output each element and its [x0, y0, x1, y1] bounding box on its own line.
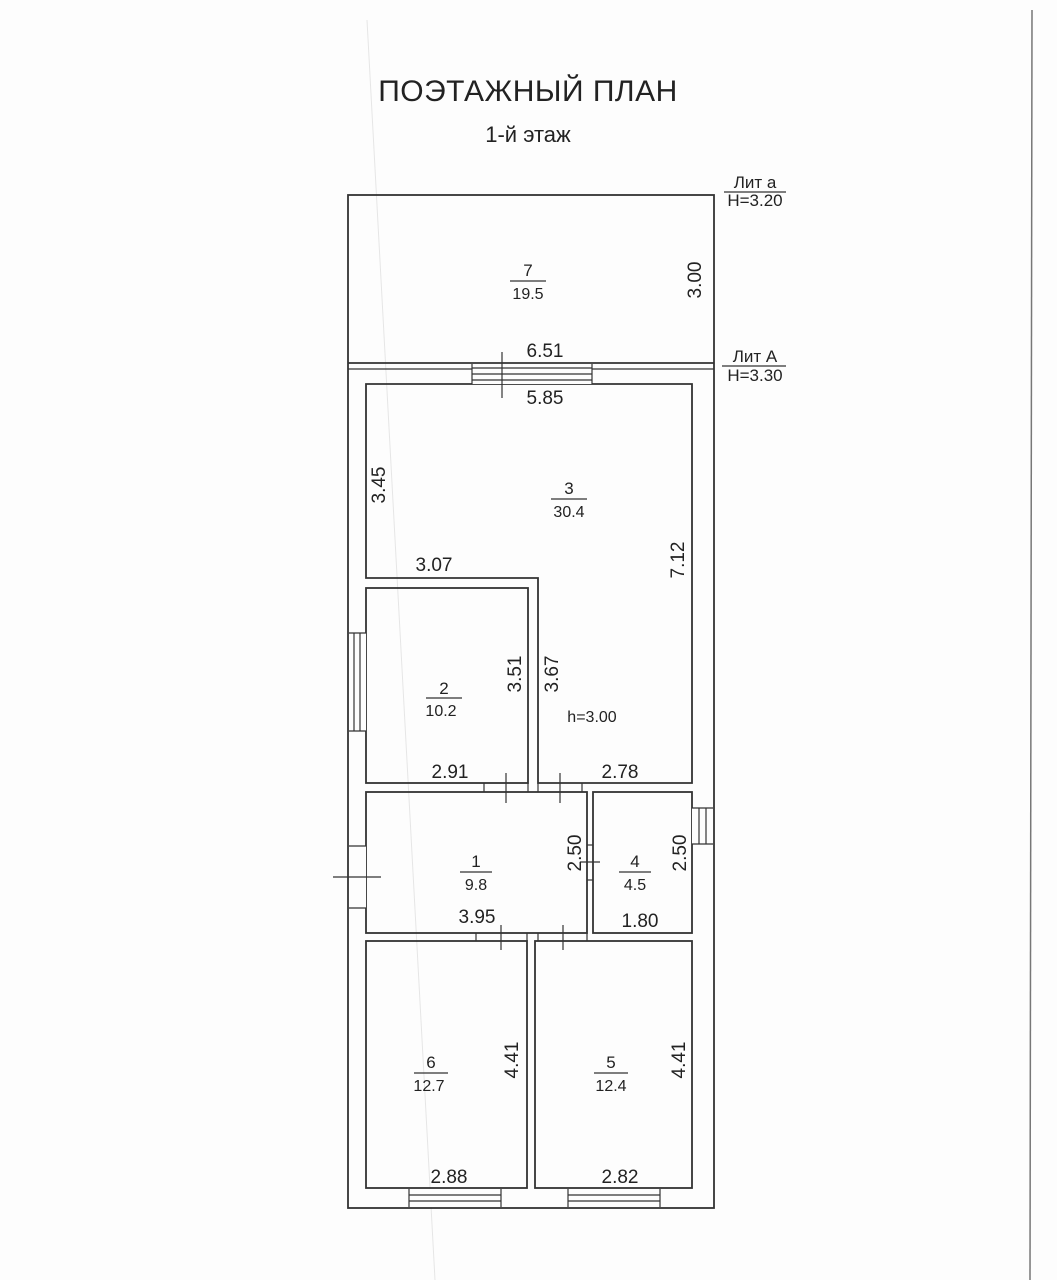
- lit-A-label: [722, 347, 786, 385]
- dim-room2-width: 2.91: [431, 762, 469, 783]
- room-label-1: [460, 852, 492, 894]
- room-3-outline: [366, 384, 692, 783]
- svg-text:5: 5: [606, 1053, 616, 1072]
- dim-room3-bottom-right: 2.78: [601, 762, 639, 783]
- dim-room4-width: 1.80: [621, 911, 659, 932]
- dim-room5-width: 2.82: [601, 1167, 639, 1188]
- svg-text:7: 7: [523, 261, 533, 280]
- svg-text:4.5: 4.5: [623, 877, 647, 894]
- room-label-7: [510, 261, 546, 303]
- plan-title: ПОЭТАЖНЫЙ ПЛАН: [378, 75, 678, 108]
- dim-room1-height: 2.50: [565, 834, 586, 872]
- window-bottom-room5: [568, 1189, 660, 1207]
- entrance-door: [333, 846, 381, 908]
- room-label-5: [594, 1053, 628, 1095]
- svg-text:9.8: 9.8: [464, 877, 488, 894]
- lit-a-name: Лит а: [733, 173, 777, 192]
- svg-text:12.7: 12.7: [413, 1078, 445, 1095]
- window-bottom-room6: [409, 1189, 501, 1207]
- dim-room4-height: 2.50: [670, 834, 691, 872]
- room-label-2: [425, 679, 462, 720]
- dim-room6-height: 4.41: [502, 1041, 523, 1079]
- dim-room3-inner-height: 3.67: [542, 655, 563, 693]
- window-left-room2: [349, 633, 366, 731]
- svg-text:10.2: 10.2: [425, 703, 457, 720]
- dim-room3-left-height: 3.45: [369, 466, 390, 504]
- dim-room1-width: 3.95: [458, 907, 496, 928]
- svg-text:4: 4: [630, 852, 640, 871]
- dim-room3-bottom-left: 3.07: [415, 555, 453, 576]
- room-label-3: [551, 479, 587, 521]
- dim-room5-height: 4.41: [669, 1041, 690, 1079]
- dim-outer-width: 6.51: [526, 341, 564, 362]
- dim-room3-width: 5.85: [526, 388, 564, 409]
- dim-room2-height: 3.51: [505, 655, 526, 693]
- ceiling-height-note: h=3.00: [567, 709, 617, 726]
- lit-a-label: [724, 173, 786, 210]
- room-label-4: [619, 852, 651, 894]
- window-right-room4: [692, 808, 713, 844]
- svg-text:19.5: 19.5: [512, 286, 544, 303]
- svg-text:12.4: 12.4: [595, 1078, 627, 1095]
- sheet-border-right: [1030, 10, 1032, 1280]
- svg-text:3: 3: [564, 479, 574, 498]
- lit-A-name: Лит А: [732, 347, 778, 366]
- svg-text:2: 2: [439, 679, 449, 698]
- svg-text:1: 1: [471, 852, 481, 871]
- dim-room7-height: 3.00: [685, 261, 706, 299]
- lit-a-height: H=3.20: [727, 191, 783, 210]
- dim-room3-right-height: 7.12: [668, 541, 689, 579]
- lit-A-height: H=3.30: [727, 366, 783, 385]
- svg-text:30.4: 30.4: [553, 504, 585, 521]
- room-label-6: [413, 1053, 448, 1095]
- plan-subtitle: 1-й этаж: [485, 122, 571, 147]
- svg-text:6: 6: [426, 1053, 436, 1072]
- dim-room6-width: 2.88: [430, 1167, 468, 1188]
